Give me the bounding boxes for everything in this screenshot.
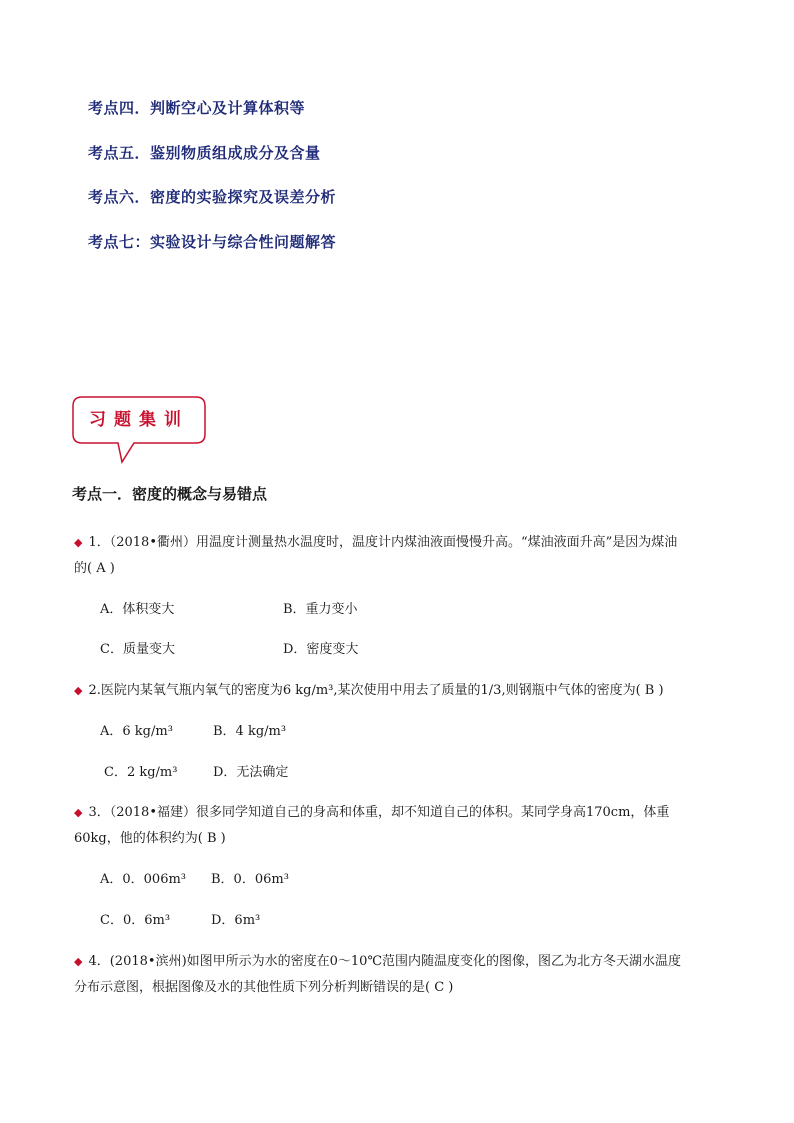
question-2: ◆ 2.医院内某氧气瓶内氧气的密度为6 kg/m³,某次使用中用去了质量的1/3,则钢瓶中气体的密度为( B ) [74,683,664,698]
question-4-answer-line: 分布示意图，根据图像及水的其他性质下列分析判断错误的是( C ) [74,980,454,995]
question-1: ◆ 1．（2018•衢州）用温度计测量热水温度时，温度计内煤油液面慢慢升高。“煤油液面升高”是因为煤油 [74,535,678,550]
diamond-bullet-icon: ◆ [74,955,83,968]
question-4: ◆ 4．(2018•滨州)如图甲所示为水的密度在0～10℃范围内随温度变化的图像，图乙为北方冬天湖水温度 [74,954,681,969]
question-1-option-b: B．重力变小 [283,602,358,617]
question-1-option-d: D．密度变大 [283,642,359,657]
diamond-bullet-icon: ◆ [74,536,83,549]
question-3-option-a: A．0．006m³ [100,872,187,887]
question-2-option-d: D．无法确定 [213,765,289,780]
question-3-option-d: D．6m³ [211,913,261,928]
question-3-option-b: B．0．06m³ [211,872,289,887]
question-3: ◆ 3．（2018•福建）很多同学知道自己的身高和体重，却不知道自己的体积。某同学身高170cm，体重 [74,805,670,820]
diamond-bullet-icon: ◆ [74,806,83,819]
topic-item-5: 考点五．鉴别物质组成成分及含量 [88,144,321,162]
question-2-option-b: B．4 kg/m³ [213,724,287,739]
question-2-option-c: C．2 kg/m³ [104,765,178,780]
badge-label: 习题集训 [89,410,189,430]
topic-item-4: 考点四．判断空心及计算体积等 [88,99,306,117]
topic-item-6: 考点六．密度的实验探究及误差分析 [88,188,337,206]
question-3-option-c: C．0．6m³ [100,913,171,928]
diamond-bullet-icon: ◆ [74,684,83,697]
question-1-option-c: C．质量变大 [100,642,175,657]
exercise-badge [72,396,206,444]
topic-item-7: 考点七：实验设计与综合性问题解答 [88,233,337,251]
question-1-option-a: A．体积变大 [100,602,175,617]
question-3-answer-line: 60kg，他的体积约为( B ) [74,831,226,846]
section-title: 考点一．密度的概念与易错点 [72,485,268,503]
question-1-answer-line: 的( A ) [74,561,115,576]
question-2-option-a: A．6 kg/m³ [100,724,173,739]
